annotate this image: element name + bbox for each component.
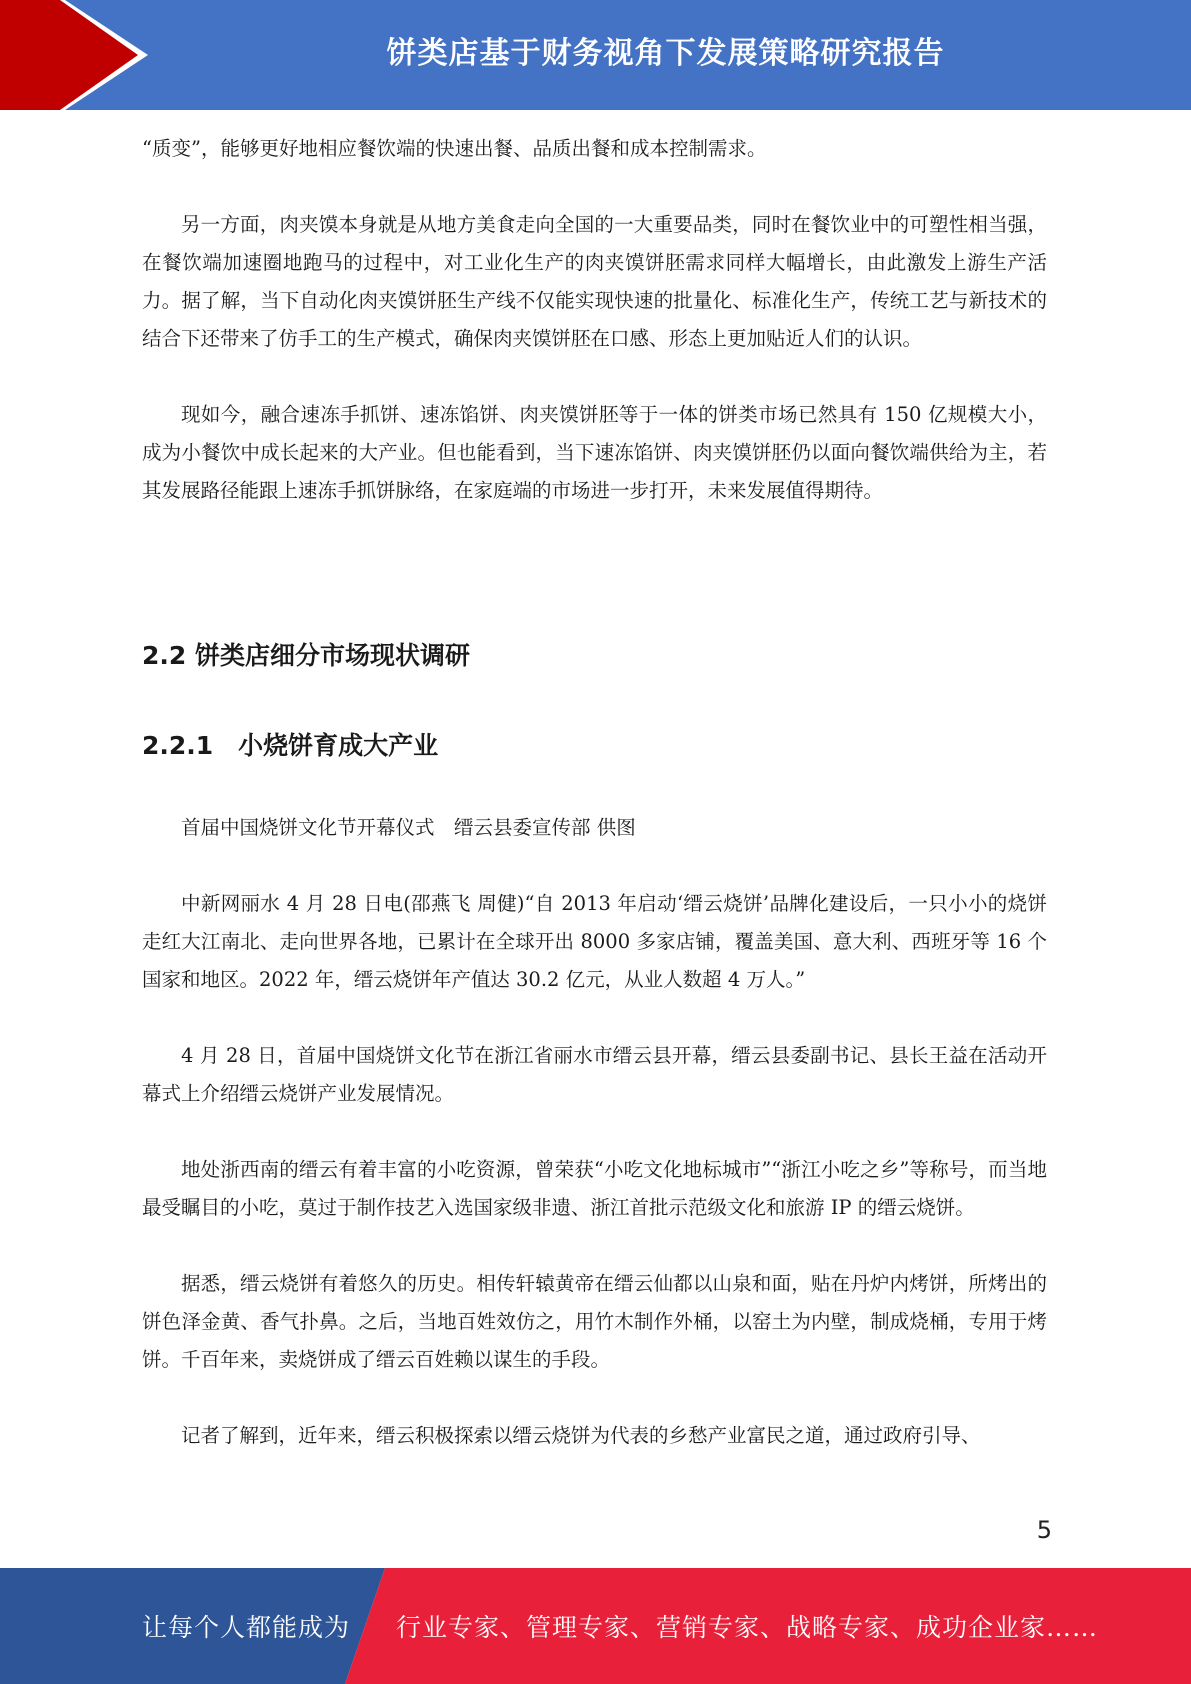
paragraph: 现如今，融合速冻手抓饼、速冻馅饼、肉夹馍饼胚等于一体的饼类市场已然具有 150 亿规模大小，成为小餐饮中成长起来的大产业。但也能看到，当下速冻馅饼、肉夹馍饼胚仍以面向餐饮端供给为主，若其发展路径能跟上速冻手抓饼脉络，在家庭端的市场进一步打开，未来发展值得期待。 [142, 403, 1047, 502]
subsection-heading: 2.2.1 小烧饼育成大产业 [142, 731, 439, 760]
section-heading: 2.2 饼类店细分市场现状调研 [142, 641, 470, 670]
paragraph: 4 月 28 日，首届中国烧饼文化节在浙江省丽水市缙云县开幕，缙云县委副书记、县长王益在活动开幕式上介绍缙云烧饼产业发展情况。 [142, 1044, 1047, 1105]
paragraph: 据悉，缙云烧饼有着悠久的历史。相传轩辕黄帝在缙云仙都以山泉和面，贴在丹炉内烤饼，所烤出的饼色泽金黄、香气扑鼻。之后，当地百姓效仿之，用竹木制作外桶，以窑土为内壁，制成烧桶，专用于烤饼。千百年来，卖烧饼成了缙云百姓赖以谋生的手段。 [142, 1272, 1047, 1371]
paragraph: 中新网丽水 4 月 28 日电(邵燕飞 周健)“自 2013 年启动‘缙云烧饼’品牌化建设后，一只小小的烧饼走红大江南北、走向世界各地，已累计在全球开出 8000 多家店铺，覆盖美国、意大利、西班牙等 16 个国家和地区。2022 年，缙云烧饼年产值达 30.2 亿元，从业人数超 4 万人。” [142, 892, 1047, 991]
page-header [0, 0, 1191, 110]
paragraph: 地处浙西南的缙云有着丰富的小吃资源，曾荣获“小吃文化地标城市”“浙江小吃之乡”等称号，而当地最受瞩目的小吃，莫过于制作技艺入选国家级非遗、浙江首批示范级文化和旅游 IP 的缙云烧饼。 [142, 1158, 1047, 1219]
document-title: 饼类店基于财务视角下发展策略研究报告 [386, 36, 945, 71]
footer-slogan-right: 行业专家、管理专家、营销专家、战略专家、成功企业家…… [396, 1613, 1099, 1642]
paragraph: 另一方面，肉夹馍本身就是从地方美食走向全国的一大重要品类，同时在餐饮业中的可塑性相当强，在餐饮端加速圈地跑马的过程中，对工业化生产的肉夹馍饼胚需求同样大幅增长，由此激发上游生产活力。据了解，当下自动化肉夹馍饼胚生产线不仅能实现快速的批量化、标准化生产，传统工艺与新技术的结合下还带来了仿手工的生产模式，确保肉夹馍饼胚在口感、形态上更加贴近人们的认识。 [142, 213, 1047, 350]
red-arrow-icon [0, 0, 150, 110]
footer-slogan-left: 让每个人都能成为 [142, 1613, 351, 1642]
image-caption: 首届中国烧饼文化节开幕仪式 缙云县委宣传部 供图 [181, 816, 636, 839]
page-footer [0, 1568, 1191, 1684]
page-content [142, 130, 1047, 548]
paragraph: “质变”，能够更好地相应餐饮端的快速出餐、品质出餐和成本控制需求。 [142, 137, 767, 160]
paragraph: 记者了解到，近年来，缙云积极探索以缙云烧饼为代表的乡愁产业富民之道，通过政府引导、 [181, 1424, 981, 1447]
page-number: 5 [1036, 1516, 1052, 1544]
section-2-2-1-body [142, 809, 1047, 1493]
